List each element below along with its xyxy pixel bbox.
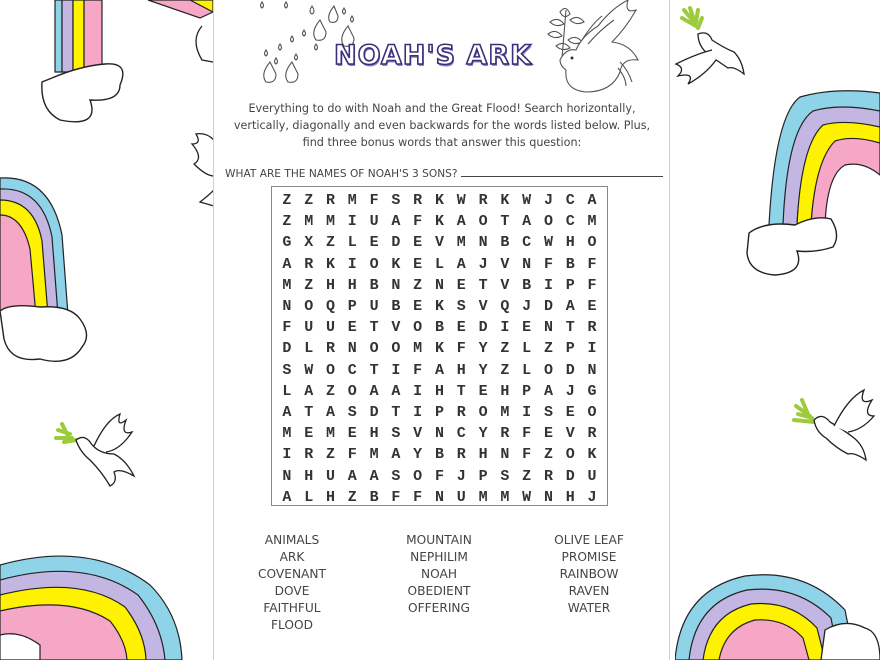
grid-letter[interactable]: J: [565, 382, 575, 400]
word-item: FAITHFUL: [263, 601, 321, 615]
grid-letter[interactable]: D: [282, 340, 292, 358]
grid-letter[interactable]: H: [369, 425, 379, 443]
dove-with-olive-branch-icon: [54, 410, 139, 490]
word-item: NEPHILIM: [410, 550, 468, 564]
grid-letter[interactable]: C: [522, 234, 532, 252]
grid-letter[interactable]: P: [478, 467, 488, 485]
grid-row: [276, 317, 603, 338]
word-item: MOUNTAIN: [406, 533, 472, 547]
grid-letter[interactable]: P: [565, 340, 575, 358]
grid-letter[interactable]: P: [522, 382, 532, 400]
grid-letter[interactable]: E: [413, 234, 423, 252]
grid-letter[interactable]: W: [522, 488, 532, 506]
grid-letter[interactable]: O: [478, 213, 488, 231]
grid-letter[interactable]: H: [325, 276, 335, 294]
grid-letter[interactable]: O: [565, 446, 575, 464]
grid-letter[interactable]: Z: [304, 192, 314, 210]
grid-letter[interactable]: K: [434, 192, 444, 210]
grid-letter[interactable]: S: [347, 403, 357, 421]
grid-letter[interactable]: F: [587, 276, 597, 294]
grid-letter[interactable]: V: [413, 425, 423, 443]
grid-letter[interactable]: D: [369, 403, 379, 421]
grid-letter[interactable]: R: [325, 340, 335, 358]
grid-letter[interactable]: T: [369, 319, 379, 337]
grid-letter[interactable]: C: [565, 192, 575, 210]
grid-letter[interactable]: I: [543, 276, 553, 294]
grid-letter[interactable]: H: [565, 488, 575, 506]
grid-letter[interactable]: Z: [413, 276, 423, 294]
grid-letter[interactable]: E: [347, 425, 357, 443]
grid-letter[interactable]: T: [478, 276, 488, 294]
grid-letter[interactable]: N: [543, 319, 553, 337]
grid-letter[interactable]: Z: [543, 446, 553, 464]
grid-letter[interactable]: A: [391, 446, 401, 464]
grid-letter[interactable]: N: [434, 276, 444, 294]
grid-letter[interactable]: B: [434, 446, 444, 464]
grid-letter[interactable]: M: [369, 446, 379, 464]
word-item: DOVE: [274, 584, 310, 598]
grid-letter[interactable]: H: [325, 488, 335, 506]
grid-letter[interactable]: T: [500, 213, 510, 231]
grid-letter[interactable]: N: [434, 488, 444, 506]
grid-letter[interactable]: J: [522, 298, 532, 316]
grid-letter[interactable]: F: [543, 255, 553, 273]
grid-letter[interactable]: O: [369, 255, 379, 273]
grid-letter[interactable]: M: [325, 213, 335, 231]
grid-letter[interactable]: U: [325, 467, 335, 485]
word-search-grid[interactable]: [271, 186, 608, 506]
grid-letter[interactable]: E: [347, 319, 357, 337]
grid-letter[interactable]: N: [282, 298, 292, 316]
grid-letter[interactable]: I: [413, 403, 423, 421]
grid-letter[interactable]: Z: [522, 467, 532, 485]
grid-letter[interactable]: J: [587, 488, 597, 506]
grid-letter[interactable]: N: [587, 361, 597, 379]
grid-letter[interactable]: Y: [478, 340, 488, 358]
grid-letter[interactable]: O: [391, 340, 401, 358]
grid-letter[interactable]: I: [391, 361, 401, 379]
grid-letter[interactable]: O: [347, 382, 357, 400]
grid-letter[interactable]: R: [304, 446, 314, 464]
grid-letter[interactable]: P: [434, 403, 444, 421]
grid-letter[interactable]: F: [413, 488, 423, 506]
grid-row: [276, 423, 603, 444]
grid-letter[interactable]: O: [413, 319, 423, 337]
grid-letter[interactable]: R: [587, 319, 597, 337]
grid-letter[interactable]: Y: [478, 425, 488, 443]
grid-letter[interactable]: H: [456, 361, 466, 379]
grid-letter[interactable]: A: [456, 255, 466, 273]
grid-letter[interactable]: I: [587, 340, 597, 358]
grid-letter[interactable]: U: [587, 467, 597, 485]
grid-letter[interactable]: H: [500, 382, 510, 400]
grid-letter[interactable]: T: [456, 382, 466, 400]
grid-letter[interactable]: N: [543, 488, 553, 506]
grid-letter[interactable]: G: [587, 382, 597, 400]
grid-letter[interactable]: Q: [325, 298, 335, 316]
grid-letter[interactable]: A: [282, 255, 292, 273]
worksheet-title: NOAH'S ARK: [334, 40, 533, 71]
grid-letter[interactable]: F: [369, 192, 379, 210]
grid-letter[interactable]: A: [304, 382, 314, 400]
grid-letter[interactable]: O: [478, 403, 488, 421]
dove-partial-icon: [186, 130, 214, 210]
word-item: ARK: [279, 550, 305, 564]
grid-letter[interactable]: E: [565, 403, 575, 421]
grid-letter[interactable]: V: [500, 255, 510, 273]
grid-letter[interactable]: F: [522, 446, 532, 464]
grid-letter[interactable]: U: [369, 213, 379, 231]
grid-letter[interactable]: K: [434, 298, 444, 316]
grid-letter[interactable]: Q: [500, 298, 510, 316]
grid-letter[interactable]: L: [522, 361, 532, 379]
word-item: FLOOD: [271, 618, 313, 632]
grid-letter[interactable]: X: [304, 234, 314, 252]
grid-letter[interactable]: Z: [282, 192, 292, 210]
grid-letter[interactable]: A: [543, 382, 553, 400]
grid-letter[interactable]: N: [391, 276, 401, 294]
grid-letter[interactable]: S: [282, 361, 292, 379]
grid-letter[interactable]: M: [456, 234, 466, 252]
grid-letter[interactable]: A: [391, 213, 401, 231]
grid-letter[interactable]: I: [413, 382, 423, 400]
word-item: ANIMALS: [264, 533, 320, 547]
grid-letter[interactable]: E: [522, 319, 532, 337]
grid-letter[interactable]: L: [347, 234, 357, 252]
grid-letter[interactable]: I: [347, 213, 357, 231]
grid-letter[interactable]: S: [391, 467, 401, 485]
grid-letter[interactable]: N: [500, 446, 510, 464]
grid-letter[interactable]: B: [434, 319, 444, 337]
grid-letter[interactable]: M: [347, 192, 357, 210]
grid-letter[interactable]: B: [565, 255, 575, 273]
grid-letter[interactable]: R: [304, 255, 314, 273]
grid-letter[interactable]: F: [282, 319, 292, 337]
grid-letter[interactable]: I: [282, 446, 292, 464]
grid-letter[interactable]: V: [391, 319, 401, 337]
grid-letter[interactable]: N: [347, 340, 357, 358]
grid-letter[interactable]: F: [522, 425, 532, 443]
grid-letter[interactable]: W: [543, 234, 553, 252]
grid-letter[interactable]: D: [543, 298, 553, 316]
grid-letter[interactable]: O: [543, 361, 553, 379]
grid-letter[interactable]: S: [500, 467, 510, 485]
grid-letter[interactable]: I: [347, 255, 357, 273]
bonus-question-text: WHAT ARE THE NAMES OF NOAH'S 3 SONS?: [225, 168, 458, 180]
grid-letter[interactable]: T: [369, 361, 379, 379]
grid-letter[interactable]: F: [413, 213, 423, 231]
grid-letter[interactable]: A: [587, 192, 597, 210]
grid-letter[interactable]: Z: [543, 340, 553, 358]
grid-letter[interactable]: P: [565, 276, 575, 294]
grid-letter[interactable]: L: [304, 340, 314, 358]
grid-letter[interactable]: B: [500, 234, 510, 252]
grid-letter[interactable]: W: [304, 361, 314, 379]
grid-letter[interactable]: I: [500, 319, 510, 337]
grid-letter[interactable]: D: [391, 234, 401, 252]
word-list-column-2: [389, 532, 489, 617]
grid-letter[interactable]: M: [282, 425, 292, 443]
word-list-column-1: [247, 532, 337, 634]
grid-letter[interactable]: E: [413, 255, 423, 273]
grid-letter[interactable]: R: [325, 192, 335, 210]
grid-letter[interactable]: L: [434, 255, 444, 273]
grid-row: [276, 296, 603, 317]
grid-letter[interactable]: T: [304, 403, 314, 421]
grid-letter[interactable]: F: [587, 255, 597, 273]
grid-letter[interactable]: O: [304, 298, 314, 316]
grid-letter[interactable]: M: [587, 213, 597, 231]
grid-letter[interactable]: R: [456, 446, 466, 464]
grid-letter[interactable]: Z: [500, 340, 510, 358]
grid-letter[interactable]: F: [434, 467, 444, 485]
grid-letter[interactable]: F: [391, 488, 401, 506]
grid-letter[interactable]: R: [456, 403, 466, 421]
grid-letter[interactable]: W: [456, 192, 466, 210]
grid-letter[interactable]: A: [282, 488, 292, 506]
grid-letter[interactable]: Z: [347, 488, 357, 506]
grid-letter[interactable]: R: [543, 467, 553, 485]
grid-letter[interactable]: U: [456, 488, 466, 506]
grid-letter[interactable]: V: [500, 276, 510, 294]
answer-line[interactable]: [461, 164, 663, 177]
grid-row: [276, 360, 603, 381]
grid-row: [276, 444, 603, 465]
grid-row: [276, 254, 603, 275]
rainbow-illustration-middle-left: [0, 175, 100, 370]
grid-letter[interactable]: O: [369, 340, 379, 358]
grid-letter[interactable]: A: [391, 382, 401, 400]
grid-letter[interactable]: U: [325, 319, 335, 337]
grid-letter[interactable]: Y: [413, 446, 423, 464]
grid-letter[interactable]: N: [434, 425, 444, 443]
bonus-question: [225, 164, 663, 180]
grid-letter[interactable]: S: [456, 298, 466, 316]
worksheet-page: [213, 0, 670, 660]
word-item: NOAH: [421, 567, 457, 581]
grid-letter[interactable]: T: [391, 403, 401, 421]
grid-letter[interactable]: W: [522, 192, 532, 210]
grid-letter[interactable]: Z: [325, 234, 335, 252]
grid-letter[interactable]: B: [369, 488, 379, 506]
grid-letter[interactable]: E: [369, 234, 379, 252]
rainbow-illustration-top-right: [745, 85, 880, 280]
rainbow-illustration-bottom-right: [675, 570, 880, 660]
dove-with-olive-branch-icon: [672, 4, 752, 89]
grid-row: [276, 487, 603, 508]
grid-letter[interactable]: S: [391, 192, 401, 210]
grid-letter[interactable]: J: [478, 255, 488, 273]
word-item: COVENANT: [258, 567, 326, 581]
grid-letter[interactable]: A: [369, 382, 379, 400]
grid-letter[interactable]: O: [413, 467, 423, 485]
grid-letter[interactable]: S: [391, 425, 401, 443]
grid-letter[interactable]: O: [587, 234, 597, 252]
grid-letter[interactable]: A: [565, 298, 575, 316]
grid-row: [276, 232, 603, 253]
grid-letter[interactable]: E: [543, 425, 553, 443]
grid-letter[interactable]: P: [347, 298, 357, 316]
grid-letter[interactable]: E: [456, 276, 466, 294]
grid-letter[interactable]: A: [369, 467, 379, 485]
grid-letter[interactable]: H: [478, 446, 488, 464]
grid-letter[interactable]: E: [587, 298, 597, 316]
grid-letter[interactable]: M: [478, 488, 488, 506]
grid-letter[interactable]: M: [325, 425, 335, 443]
dove-with-olive-branch-icon: [792, 388, 877, 463]
grid-letter[interactable]: B: [522, 276, 532, 294]
grid-letter[interactable]: A: [456, 213, 466, 231]
grid-letter[interactable]: R: [413, 192, 423, 210]
grid-letter[interactable]: Z: [282, 213, 292, 231]
grid-letter[interactable]: L: [522, 340, 532, 358]
grid-row: [276, 211, 603, 232]
grid-letter[interactable]: G: [282, 234, 292, 252]
grid-letter[interactable]: K: [391, 255, 401, 273]
grid-letter[interactable]: D: [565, 361, 575, 379]
grid-letter[interactable]: O: [543, 213, 553, 231]
grid-letter[interactable]: N: [478, 234, 488, 252]
grid-letter[interactable]: F: [347, 446, 357, 464]
grid-letter[interactable]: K: [325, 255, 335, 273]
grid-row: [276, 275, 603, 296]
grid-letter[interactable]: U: [304, 319, 314, 337]
grid-letter[interactable]: T: [565, 319, 575, 337]
grid-letter[interactable]: M: [304, 213, 314, 231]
grid-row: [276, 402, 603, 423]
grid-letter[interactable]: U: [369, 298, 379, 316]
grid-letter[interactable]: M: [282, 276, 292, 294]
grid-letter[interactable]: E: [413, 298, 423, 316]
rainbow-illustration-bottom-left: [0, 545, 190, 660]
word-item: OLIVE LEAF: [554, 533, 624, 547]
grid-letter[interactable]: O: [587, 403, 597, 421]
grid-letter[interactable]: E: [456, 319, 466, 337]
grid-letter[interactable]: E: [478, 382, 488, 400]
grid-letter[interactable]: R: [587, 425, 597, 443]
grid-letter[interactable]: J: [543, 192, 553, 210]
grid-letter[interactable]: R: [500, 425, 510, 443]
grid-letter[interactable]: M: [500, 403, 510, 421]
grid-letter[interactable]: E: [304, 425, 314, 443]
grid-letter[interactable]: J: [456, 467, 466, 485]
grid-letter[interactable]: K: [587, 446, 597, 464]
grid-letter[interactable]: A: [282, 403, 292, 421]
grid-letter[interactable]: C: [347, 361, 357, 379]
grid-letter[interactable]: Y: [478, 361, 488, 379]
grid-letter[interactable]: L: [304, 488, 314, 506]
grid-letter[interactable]: Z: [325, 446, 335, 464]
grid-letter[interactable]: R: [478, 192, 488, 210]
grid-letter[interactable]: D: [565, 467, 575, 485]
grid-letter[interactable]: H: [434, 382, 444, 400]
grid-letter[interactable]: N: [282, 467, 292, 485]
grid-letter[interactable]: A: [434, 361, 444, 379]
word-item: RAINBOW: [559, 567, 619, 581]
grid-letter[interactable]: M: [500, 488, 510, 506]
grid-letter[interactable]: D: [478, 319, 488, 337]
dove-with-olive-branch-icon: [542, 0, 642, 95]
word-item: OFFERING: [408, 601, 470, 615]
grid-letter[interactable]: S: [543, 403, 553, 421]
grid-letter[interactable]: H: [304, 467, 314, 485]
grid-letter[interactable]: V: [434, 234, 444, 252]
grid-letter[interactable]: K: [500, 192, 510, 210]
word-list-column-3: [539, 532, 639, 617]
grid-letter[interactable]: V: [565, 425, 575, 443]
word-item: WATER: [567, 601, 611, 615]
grid-row: [276, 381, 603, 402]
grid-letter[interactable]: C: [456, 425, 466, 443]
grid-letter[interactable]: H: [347, 276, 357, 294]
grid-letter[interactable]: B: [369, 276, 379, 294]
grid-letter[interactable]: L: [282, 382, 292, 400]
grid-letter[interactable]: B: [391, 298, 401, 316]
grid-row: [276, 338, 603, 359]
grid-letter[interactable]: Z: [325, 382, 335, 400]
intro-text: Everything to do with Noah and the Great Flood! Search horizontally, vertically, diagonally and even backwards for the words listed below. Plus, find three bonus words that answer this question:: [233, 102, 651, 149]
grid-letter[interactable]: F: [456, 340, 466, 358]
grid-letter[interactable]: A: [325, 403, 335, 421]
word-item: OBEDIENT: [407, 584, 471, 598]
grid-letter[interactable]: K: [434, 213, 444, 231]
grid-letter[interactable]: Z: [304, 276, 314, 294]
grid-letter[interactable]: A: [347, 467, 357, 485]
grid-letter[interactable]: N: [522, 255, 532, 273]
grid-letter[interactable]: M: [413, 340, 423, 358]
grid-letter[interactable]: K: [434, 340, 444, 358]
grid-row: [276, 465, 603, 486]
grid-letter[interactable]: F: [413, 361, 423, 379]
grid-letter[interactable]: V: [478, 298, 488, 316]
word-item: PROMISE: [561, 550, 617, 564]
rainbow-illustration-top-left: [40, 0, 220, 130]
grid-letter[interactable]: I: [522, 403, 532, 421]
grid-letter[interactable]: C: [565, 213, 575, 231]
grid-row: [276, 190, 603, 211]
word-item: RAVEN: [568, 584, 610, 598]
grid-letter[interactable]: Z: [500, 361, 510, 379]
grid-letter[interactable]: H: [565, 234, 575, 252]
grid-letter[interactable]: A: [522, 213, 532, 231]
grid-letter[interactable]: O: [325, 361, 335, 379]
